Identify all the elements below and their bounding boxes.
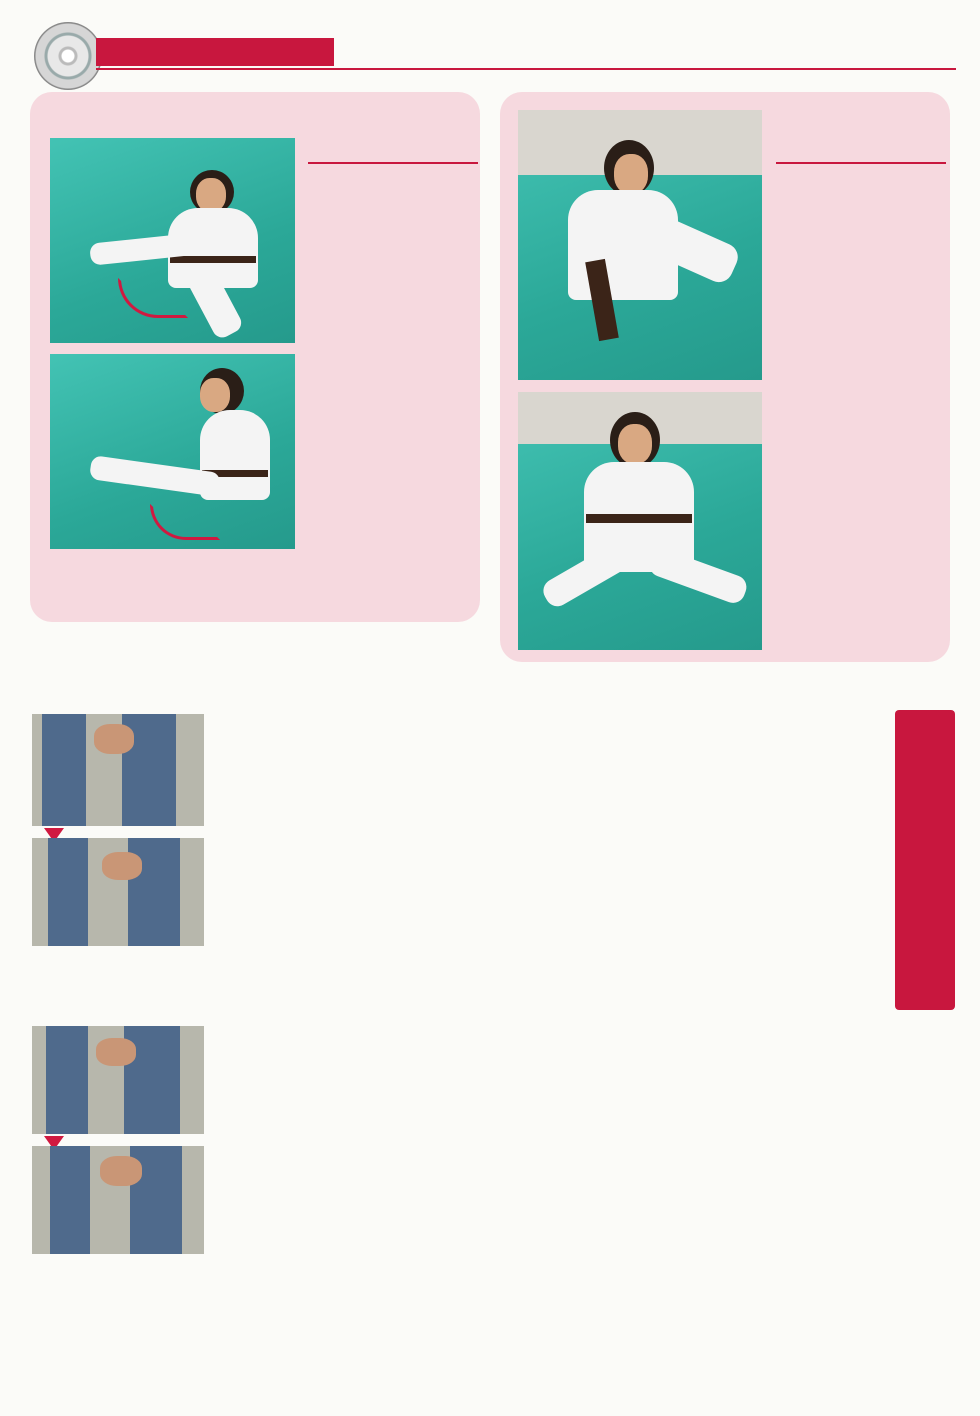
partner-photo-1a bbox=[32, 714, 204, 826]
jeans-leg bbox=[50, 1146, 90, 1254]
rotation-arrow-icon bbox=[118, 278, 188, 318]
partner-photo-2a bbox=[32, 1026, 204, 1134]
photo-6-1 bbox=[50, 138, 295, 343]
page-header bbox=[0, 0, 980, 92]
header-rule bbox=[96, 68, 956, 70]
hand bbox=[94, 724, 134, 754]
rotation-arrow-icon bbox=[150, 504, 220, 540]
partner-photo-1b bbox=[32, 838, 204, 946]
series-label bbox=[96, 38, 334, 66]
photo-6-2 bbox=[50, 354, 295, 549]
partner-photo-2b bbox=[32, 1146, 204, 1254]
jeans-leg bbox=[46, 1026, 88, 1134]
figure-face bbox=[614, 154, 648, 194]
figure-face bbox=[200, 378, 230, 412]
photo-5-1 bbox=[518, 110, 762, 380]
hand bbox=[96, 1038, 136, 1066]
dvd-disc-icon bbox=[34, 22, 102, 90]
hand bbox=[100, 1156, 142, 1186]
figure-face bbox=[618, 424, 652, 464]
step6-title-rule bbox=[308, 162, 478, 164]
figure-belt bbox=[586, 514, 692, 523]
step5-title-rule bbox=[776, 162, 946, 164]
figure-leg bbox=[646, 546, 750, 607]
jeans-leg bbox=[42, 714, 86, 826]
jeans-leg bbox=[48, 838, 88, 946]
interview-banner bbox=[895, 710, 955, 1010]
hand bbox=[102, 852, 142, 880]
figure-belt bbox=[170, 256, 256, 263]
figure-face bbox=[196, 178, 226, 212]
photo-5-2 bbox=[518, 392, 762, 650]
